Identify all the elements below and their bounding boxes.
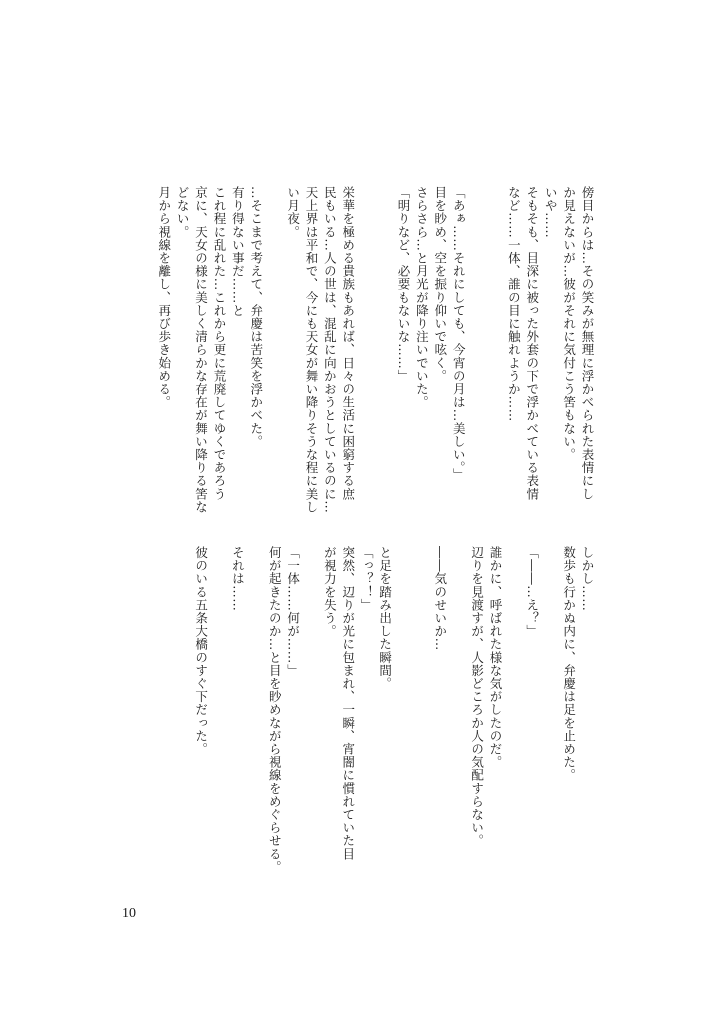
text-line: 栄華を極める貴族もあれば、日々の生活に困窮する庶 — [340, 186, 356, 501]
blank-line — [265, 186, 283, 516]
text-line: それは…… — [230, 546, 246, 612]
blank-line — [467, 186, 485, 516]
blank-line — [504, 546, 522, 876]
text-line: 誰かに、呼ばれた様な気がしたのだ。 — [488, 546, 503, 769]
text-line: どない。 — [175, 186, 191, 239]
text-line: 突然、辺りが光に包まれ、一瞬、宵闇に慣れていた目 — [340, 546, 356, 861]
text-line: 「――…え？」 — [524, 546, 540, 638]
blank-line — [246, 546, 264, 876]
text-line: さらさら…と月光が降り注いでいた。 — [414, 186, 430, 409]
blank-line — [302, 546, 320, 876]
text-block-top — [154, 186, 596, 516]
text-line: 「明りなど、必要もないな……」 — [395, 186, 411, 383]
text-line: これ程に乱れた…これから更に荒廃してゆくであろう — [211, 186, 227, 501]
text-line: 「あぁ……それにしても、今宵の月は…美しい。」 — [451, 186, 467, 482]
blank-line — [541, 546, 559, 876]
blank-line — [394, 546, 412, 876]
text-line: 目を眇め、空を振り仰いで呟く。 — [432, 186, 448, 383]
text-line: 辺りを見渡すが、人影どころか人の気配すらない。 — [469, 546, 485, 848]
text-line: しかし…… — [580, 546, 595, 612]
blank-line — [486, 186, 504, 516]
text-line: 京に、天女の様に美しく清らかな存在が舞い降りる筈な — [193, 186, 209, 514]
text-line: 傍目からは…その笑みが無理に浮かべられた表情にし — [580, 186, 595, 501]
text-line: が視力を失う。 — [322, 546, 338, 638]
text-line: い月夜。 — [285, 186, 301, 239]
text-block-bottom — [191, 546, 596, 876]
text-line: 月から視線を離し、再び歩き始める。 — [156, 186, 172, 409]
text-line: 何が起きたのか…と目を眇めながら視線をめぐらせる。 — [267, 546, 283, 874]
text-line: か見えないが…彼がそれに気付こう筈もない。 — [561, 186, 577, 462]
text-line: いや…… — [543, 186, 559, 239]
text-line: ――気のせいか… — [432, 546, 448, 651]
page-number: 10 — [122, 906, 136, 921]
text-line: 「一体……何が……」 — [285, 546, 301, 677]
text-line: 有り得ない事だ……と — [230, 186, 246, 317]
text-line: 民もいる…人の世は、混乱に向かおうとしているのに… — [322, 186, 338, 514]
text-line: 「っ？！」 — [359, 546, 375, 612]
text-line: 天上界は平和で、今にも天女が舞い降りそうな程に美し — [303, 186, 319, 514]
text-line: …そこまで考えて、弁慶は苦笑を浮かべた。 — [248, 186, 264, 448]
blank-line — [357, 186, 375, 516]
text-line: 彼のいる五条大橋のすぐ下だった。 — [193, 546, 209, 756]
blank-line — [210, 546, 228, 876]
text-line: 数歩も行かぬ内に、弁慶は足を止めた。 — [561, 546, 577, 782]
text-line: そもそも、目深に被った外套の下で浮かべている表情 — [524, 186, 540, 501]
blank-line — [375, 186, 393, 516]
blank-line — [449, 546, 467, 876]
blank-line — [412, 546, 430, 876]
text-line: と足を踏み出した瞬間。 — [377, 546, 393, 691]
text-line: など……一体、誰の目に触れようか…… — [506, 186, 522, 422]
